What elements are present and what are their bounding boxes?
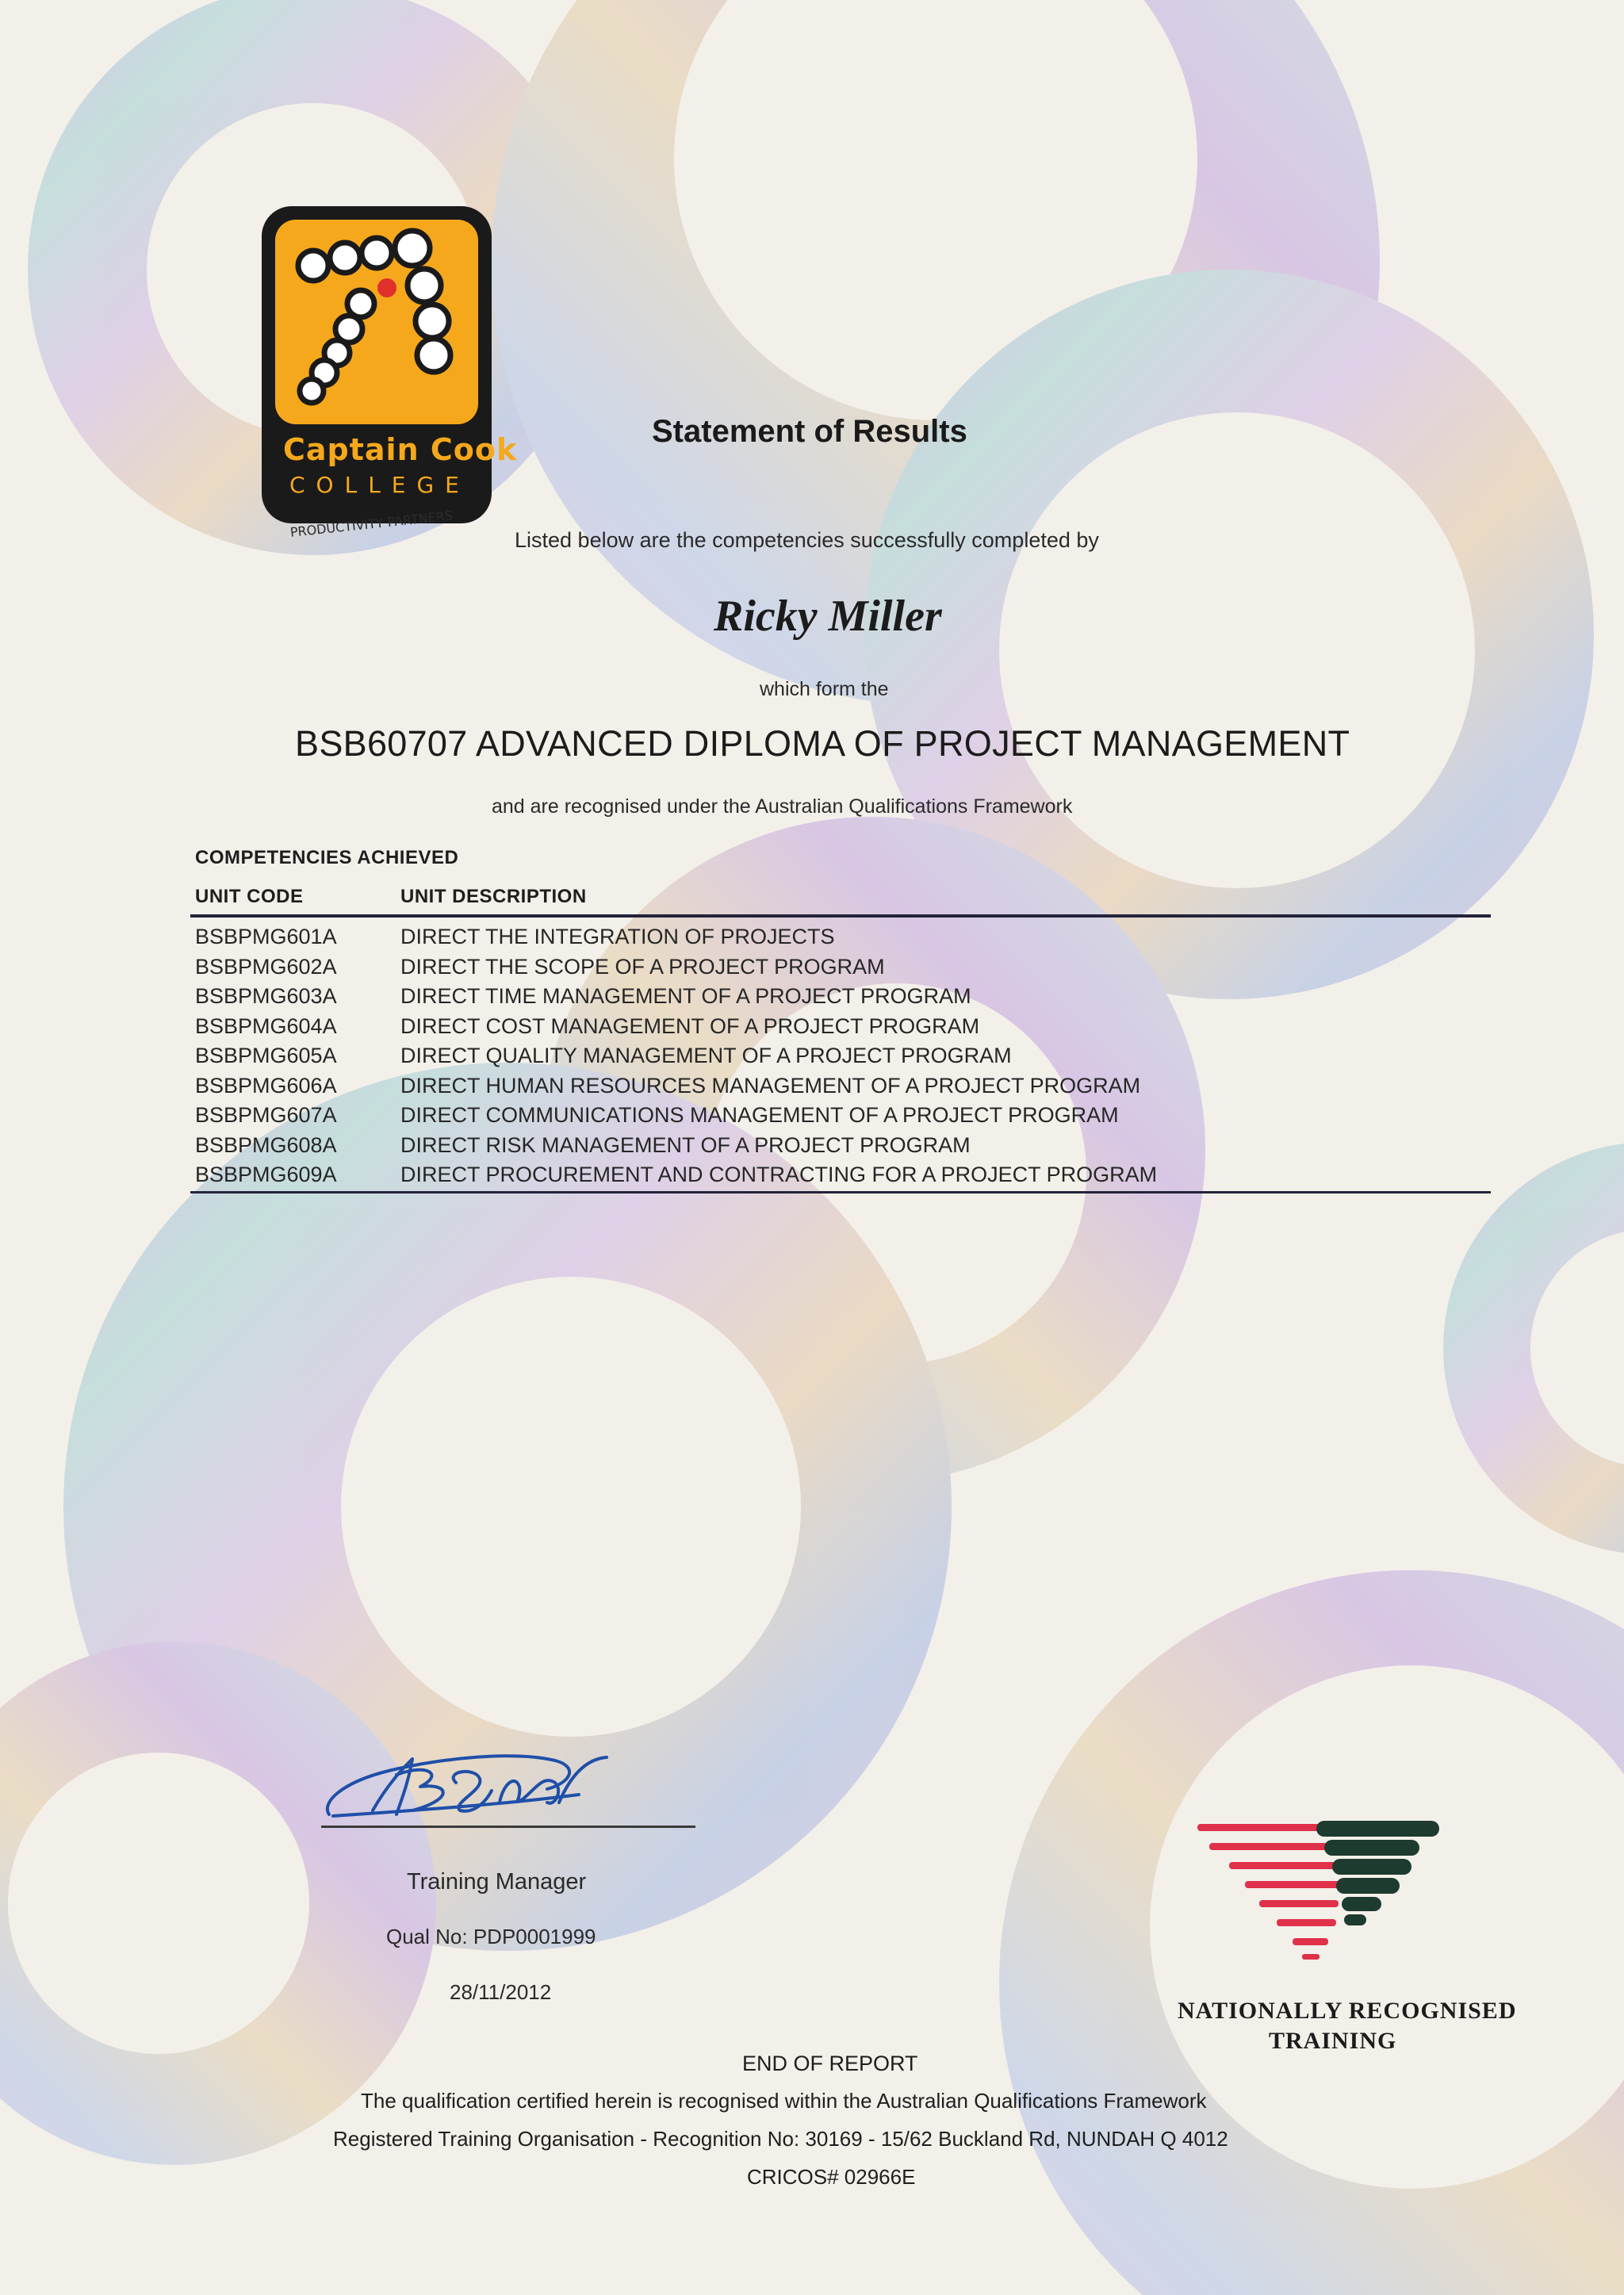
college-logo	[258, 202, 518, 551]
unit-description: DIRECT TIME MANAGEMENT OF A PROJECT PROGRAM	[400, 984, 971, 1008]
issue-date: 28/11/2012	[450, 1980, 552, 2004]
competencies-heading: COMPETENCIES ACHIEVED	[195, 847, 459, 868]
nrt-label-line-1: NATIONALLY RECOGNISED	[1178, 1998, 1517, 2024]
table-row	[190, 1101, 1491, 1131]
student-name: Ricky Miller	[714, 592, 942, 641]
table-header	[190, 883, 1491, 918]
table-row	[190, 1012, 1491, 1042]
qualification-number: Qual No: PDP0001999	[386, 1925, 596, 1948]
unit-code: BSBPMG609A	[195, 1163, 337, 1186]
logo-tagline: PRODUCTIVITY PARTNERS	[289, 508, 454, 540]
unit-description: DIRECT THE INTEGRATION OF PROJECTS	[400, 925, 835, 948]
unit-code: BSBPMG601A	[195, 925, 337, 948]
table-row	[190, 922, 1491, 952]
signatory-title: Training Manager	[407, 1869, 587, 1895]
logo-brand-college: COLLEGE	[289, 472, 470, 498]
unit-description: DIRECT RISK MANAGEMENT OF A PROJECT PROGRAM	[400, 1132, 971, 1157]
unit-code: BSBPMG605A	[195, 1044, 337, 1067]
unit-code: BSBPMG608A	[195, 1132, 337, 1157]
nationally-recognised-training-logo-icon	[1197, 1818, 1451, 1984]
unit-description: DIRECT PROCUREMENT AND CONTRACTING FOR A PROJECT PROGRAM	[400, 1163, 1158, 1186]
unit-code: BSBPMG604A	[195, 1013, 337, 1038]
unit-description: DIRECT THE SCOPE OF A PROJECT PROGRAM	[400, 954, 885, 979]
intro-text: Listed below are the competencies successfully completed by	[515, 528, 1099, 552]
table-row	[190, 952, 1491, 983]
qualification-title: BSB60707 ADVANCED DIPLOMA OF PROJECT MANAGEMENT	[295, 723, 1350, 764]
form-the-text: which form the	[760, 678, 889, 700]
column-header-unit-description: UNIT DESCRIPTION	[400, 886, 587, 907]
logo-brand-name: Captain Cook	[283, 432, 518, 467]
captain-cook-college-logo-icon	[258, 202, 496, 551]
unit-description: DIRECT HUMAN RESOURCES MANAGEMENT OF A PROJECT PROGRAM	[400, 1073, 1141, 1098]
competencies-table	[190, 883, 1491, 1193]
footer-rto-details: Registered Training Organisation - Recognition No: 30169 - 15/62 Buckland Rd, NUNDAH Q 4012	[333, 2127, 1228, 2151]
table-row	[190, 1071, 1491, 1102]
nrt-label-line-2: TRAINING	[1269, 2028, 1397, 2054]
table-row	[190, 1041, 1491, 1071]
unit-description: DIRECT COMMUNICATIONS MANAGEMENT OF A PROJECT PROGRAM	[400, 1103, 1119, 1127]
signature-line	[321, 1826, 695, 1828]
unit-code: BSBPMG606A	[195, 1073, 337, 1098]
unit-code: BSBPMG607A	[195, 1103, 337, 1127]
table-body	[190, 918, 1491, 1193]
unit-code: BSBPMG603A	[195, 984, 337, 1008]
footer-aqf-statement: The qualification certified herein is recognised within the Australian Qualifications Framework	[361, 2089, 1207, 2113]
handwritten-signature-icon	[317, 1727, 626, 1830]
footer-cricos: CRICOS# 02966E	[747, 2165, 916, 2189]
table-row	[190, 1131, 1491, 1161]
unit-description: DIRECT QUALITY MANAGEMENT OF A PROJECT PROGRAM	[400, 1044, 1012, 1067]
column-header-unit-code: UNIT CODE	[195, 886, 304, 907]
document-title: Statement of Results	[652, 414, 967, 449]
recognition-text: and are recognised under the Australian Qualifications Framework	[492, 795, 1073, 818]
table-row	[190, 982, 1491, 1012]
unit-code: BSBPMG602A	[195, 954, 337, 979]
unit-description: DIRECT COST MANAGEMENT OF A PROJECT PROGRAM	[400, 1013, 980, 1038]
table-row	[190, 1160, 1491, 1190]
end-of-report: END OF REPORT	[742, 2052, 918, 2075]
